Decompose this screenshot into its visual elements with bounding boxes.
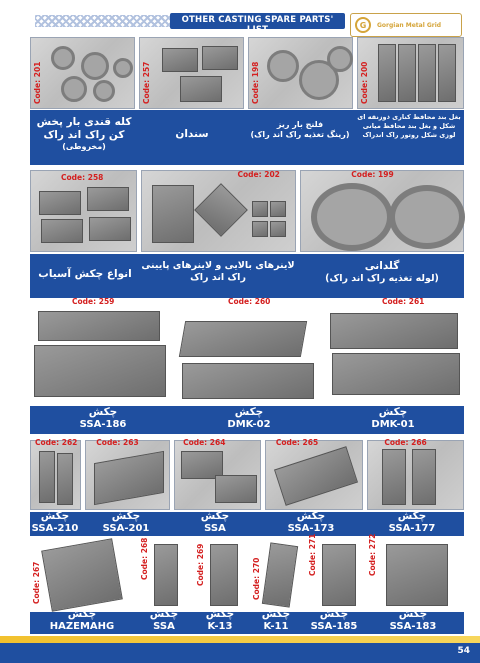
label-code-257 (140, 128, 244, 141)
header (0, 0, 480, 35)
footer-stripe (0, 636, 480, 643)
company-logo (350, 13, 462, 37)
label-code-269 (194, 608, 246, 632)
photo-code-272 (366, 533, 460, 608)
code-label: Code: 268 (140, 537, 149, 580)
label-en: SSA-177 (388, 523, 436, 535)
photo-code-263 (85, 440, 170, 510)
label-main: بغل بند محافظ کناری ذوزنقه ای شکل و بغل بند محافظ میانی لوزی شکل روتور راک اندراک (357, 113, 461, 139)
label-fa: چکش (149, 608, 179, 620)
code-label: Code: 264 (183, 438, 226, 447)
code-label: Code: 201 (33, 61, 42, 104)
label-main: فلنج بار ریز (276, 120, 324, 129)
label-sub: (مخروطی) (62, 142, 106, 152)
label-en: DMK-01 (371, 419, 415, 431)
code-label: Code: 259 (72, 297, 115, 306)
photo-code-266 (367, 440, 464, 510)
label-fa: چکش (40, 510, 70, 522)
label-code-267 (30, 608, 134, 632)
label-code-272 (366, 608, 460, 632)
label-fa: چکش (88, 406, 118, 418)
label-code-202 (140, 260, 296, 284)
label-fa: چکش (205, 608, 235, 620)
photo-code-264 (174, 440, 261, 510)
label-sub: (رینگ تغذیه راک اند راک) (250, 129, 350, 139)
code-label: Code: 266 (384, 438, 427, 447)
label-code-200 (356, 113, 462, 139)
label-main: انواع چکش آسیاب (38, 268, 132, 280)
label-code-268 (138, 608, 190, 632)
label-code-199 (300, 260, 464, 285)
label-fa: چکش (200, 510, 230, 522)
code-label: Code: 262 (35, 438, 78, 447)
photo-code-265 (265, 440, 364, 510)
photo-code-262 (30, 440, 81, 510)
code-label: Code: 272 (368, 533, 377, 576)
page-title: OTHER CASTING SPARE PARTS' LIST (181, 15, 334, 35)
code-label: Code: 270 (252, 557, 261, 600)
code-label: Code: 265 (275, 438, 319, 447)
label-code-201 (32, 116, 136, 152)
label-main: سندان (175, 128, 209, 140)
label-en: SSA-183 (389, 621, 437, 633)
label-fa: چکش (234, 406, 264, 418)
label-code-266 (364, 510, 460, 534)
label-code-271 (306, 608, 362, 632)
code-label: Code: 202 (237, 170, 280, 179)
label-fa: چکش (319, 608, 349, 620)
photo-code-270 (250, 540, 302, 608)
label-en: K-11 (263, 621, 289, 633)
photo-code-259 (30, 297, 172, 403)
photo-code-261 (322, 297, 464, 403)
label-code-265 (262, 510, 360, 534)
label-en: SSA-173 (287, 523, 335, 535)
label-main: لاینرهای بالایی و لاینرهای پایینی راک اند راک (141, 260, 295, 283)
photo-code-200 (357, 37, 464, 109)
page-number: 54 (457, 646, 470, 656)
label-en: SSA-185 (310, 621, 358, 633)
code-label: Code: 267 (32, 561, 41, 604)
code-label: Code: 269 (196, 543, 205, 586)
label-en: HAZEMAHG (49, 621, 115, 633)
code-label: Code: 198 (251, 61, 260, 104)
label-code-258 (32, 268, 138, 281)
photo-code-269 (194, 540, 246, 608)
label-sub: (لوله تغذیه راک اند راک) (325, 273, 439, 285)
code-label: Code: 257 (142, 61, 151, 104)
photo-code-258 (30, 170, 137, 252)
photo-code-267 (30, 540, 134, 608)
code-label: Code: 258 (61, 173, 104, 182)
code-label: Code: 263 (96, 438, 139, 447)
photo-code-271 (306, 533, 362, 608)
photo-code-199 (300, 170, 464, 252)
row5-photos (30, 533, 464, 608)
photo-code-268 (138, 537, 190, 608)
header-pattern (35, 15, 175, 27)
code-label: Code: 200 (360, 61, 369, 104)
label-code-198 (248, 120, 352, 139)
row4-photos (30, 440, 464, 508)
label-code-262 (30, 510, 80, 534)
label-code-270 (250, 608, 302, 632)
label-code-263 (84, 510, 168, 534)
label-fa: چکش (397, 510, 427, 522)
label-code-259 (32, 406, 174, 430)
label-fa: چکش (398, 608, 428, 620)
photo-code-201 (30, 37, 135, 109)
footer-bar (0, 643, 480, 663)
photo-code-260 (176, 297, 318, 403)
label-en: SSA (204, 523, 226, 535)
label-code-261 (322, 406, 464, 430)
label-en: DMK-02 (227, 419, 271, 431)
label-main: کله قندی بار پخش کن راک اند راک (36, 116, 132, 142)
label-en: SSA-210 (31, 523, 79, 535)
label-en: SSA-201 (102, 523, 150, 535)
label-fa: چکش (296, 510, 326, 522)
label-main: گلدانی (364, 260, 400, 272)
photo-code-198 (248, 37, 353, 109)
label-fa: چکش (111, 510, 141, 522)
logo-text: Gorgian Metal Grid (377, 21, 442, 29)
row1-photos (30, 37, 464, 107)
photo-code-257 (139, 37, 244, 109)
code-label: Code: 261 (382, 297, 425, 306)
label-code-264 (172, 510, 258, 534)
label-fa: چکش (67, 608, 97, 620)
photo-code-202 (141, 170, 297, 252)
code-label: Code: 260 (228, 297, 271, 306)
label-fa: چکش (378, 406, 408, 418)
code-label: Code: 271 (308, 533, 317, 576)
row3-photos (30, 297, 464, 403)
label-en: SSA-186 (79, 419, 127, 431)
label-fa: چکش (261, 608, 291, 620)
code-label: Code: 199 (351, 170, 394, 179)
label-code-260 (178, 406, 320, 430)
label-en: K-13 (207, 621, 233, 633)
label-en: SSA (153, 621, 175, 633)
gear-logo-icon: G (355, 17, 371, 33)
row2-photos (30, 170, 464, 250)
